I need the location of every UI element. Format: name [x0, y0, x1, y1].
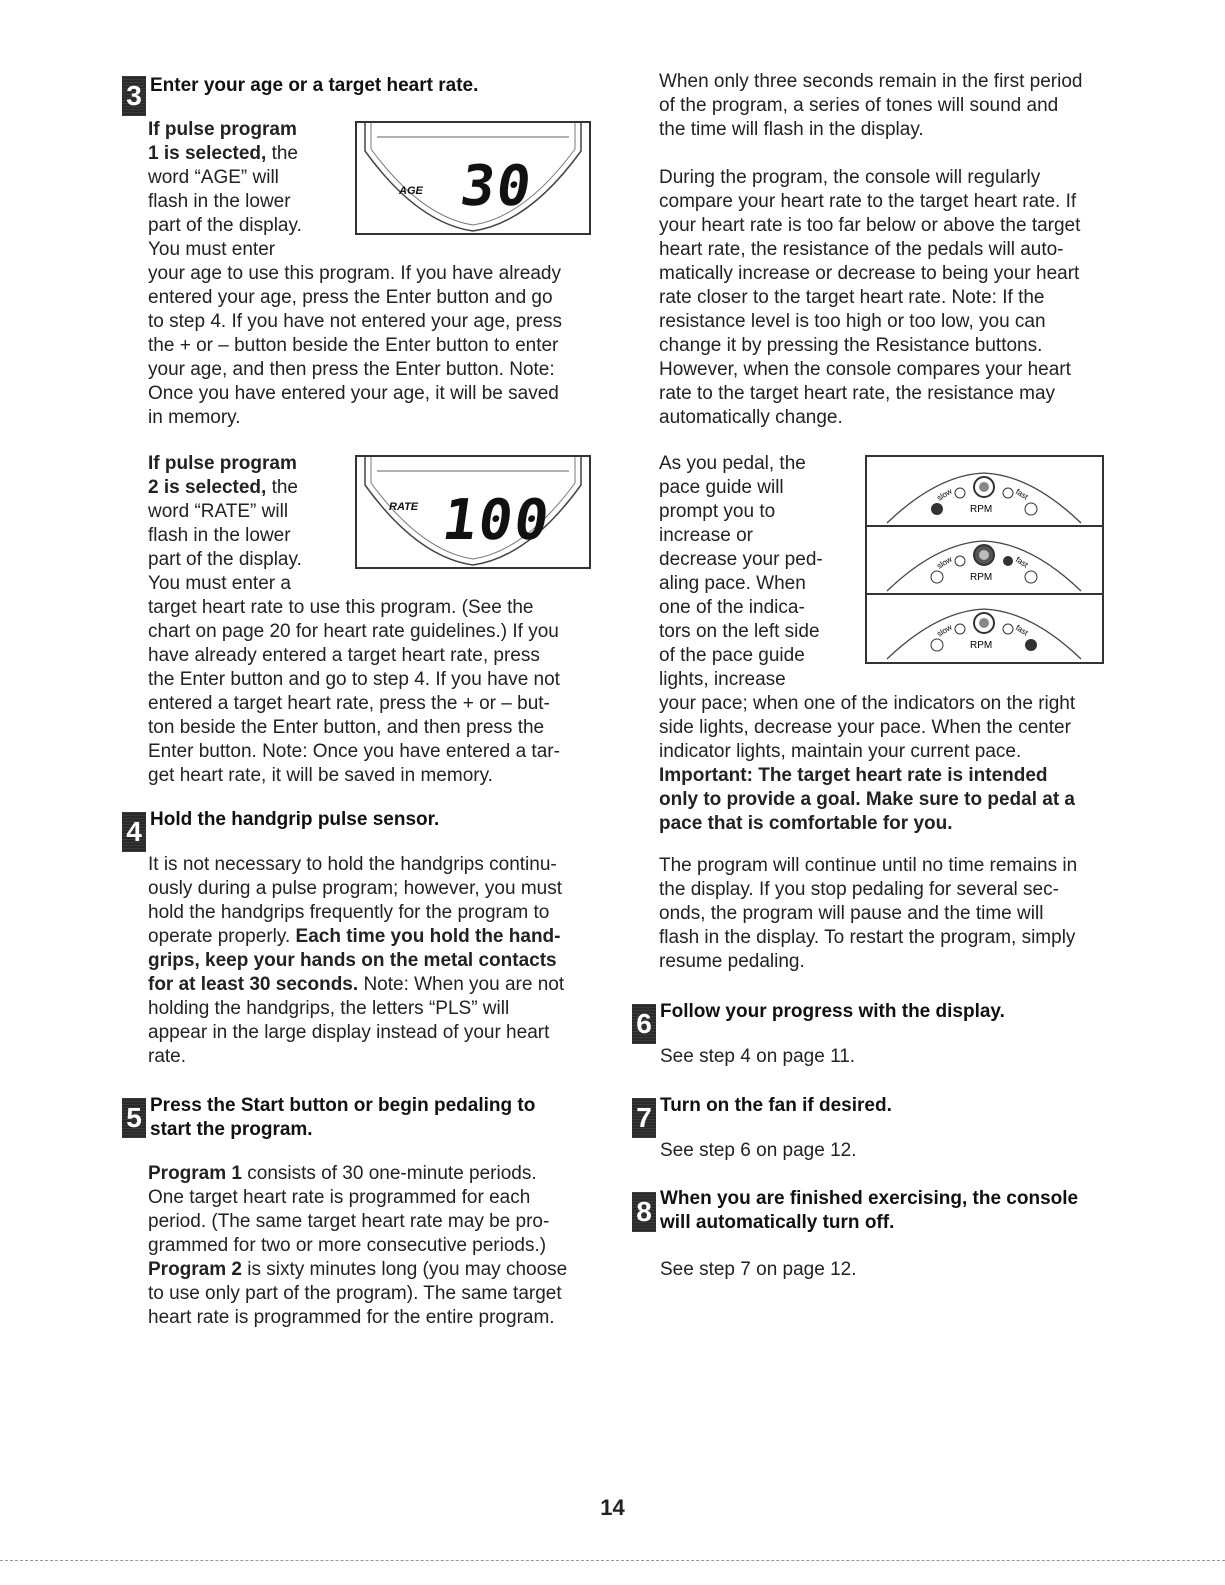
s5-line-b1: heart rate is programmed for the entire program. — [148, 1307, 555, 1328]
p2-line-1: word “RATE” will — [148, 501, 289, 522]
step-4-body — [148, 853, 598, 1069]
prog2-label: Program 2 — [148, 1259, 242, 1280]
p2-line-6: chart on page 20 for heart rate guidelines.) If you — [148, 621, 559, 642]
age-value: 30 — [456, 154, 538, 219]
r3-line-2: prompt you to — [659, 501, 776, 522]
p2-line-4: You must enter a — [148, 573, 291, 594]
s4-line-b2: rate. — [148, 1046, 187, 1067]
p1-line-5: your age to use this program. If you have already — [148, 263, 561, 284]
r4-line-2: onds, the program will pause and the time will — [659, 903, 1044, 924]
p1-line-0: the — [271, 143, 298, 164]
s4-line-b1: appear in the large display instead of your heart — [148, 1022, 550, 1043]
s5-line-a2: grammed for two or more consecutive periods.) — [148, 1235, 547, 1256]
pace-gauge-icon — [867, 525, 1102, 593]
p2-line-11: Enter button. Note: Once you have entered a tar- — [148, 741, 560, 762]
step-8-heading — [660, 1187, 1078, 1235]
r2-line-8: However, when the console compares your heart — [659, 359, 1071, 380]
fast-label: fast — [1013, 623, 1030, 638]
s8-heading-l1: When you are finished exercising, the console — [660, 1188, 1079, 1209]
right-para-4 — [659, 854, 1119, 974]
p2-line-8: the Enter button and go to step 4. If you have not — [148, 669, 560, 690]
step-7-text: See step 6 on page 12. — [660, 1140, 857, 1161]
p2-line-7: have already entered a target heart rate, press — [148, 645, 540, 666]
r1-line-1: of the program, a series of tones will sound and — [659, 95, 1059, 116]
r2-line-5: rate closer to the target heart rate. Note: If the — [659, 287, 1045, 308]
step-8-badge: 8 — [632, 1192, 656, 1232]
s4-bold-b: grips, keep your hands on the metal contacts — [148, 950, 557, 971]
r2-line-2: your heart rate is too far below or above the target — [659, 215, 1081, 236]
s4-line-2: hold the handgrips frequently for the program to — [148, 902, 550, 923]
s4-after-bold: Note: When you are not — [363, 974, 565, 995]
r3-line-4: decrease your ped- — [659, 549, 823, 570]
p1-line-2: flash in the lower — [148, 191, 291, 212]
p1-line-6: entered your age, press the Enter button and go — [148, 287, 553, 308]
pace-guide-illustration — [865, 455, 1104, 664]
p2-line-12: get heart rate, it will be saved in memory. — [148, 765, 493, 786]
s4-line-b0: holding the handgrips, the letters “PLS” will — [148, 998, 510, 1019]
prog1-text: consists of 30 one-minute periods. — [247, 1163, 537, 1184]
r1-line-0: When only three seconds remain in the first period — [659, 71, 1083, 92]
important-line-1: only to provide a goal. Make sure to pedal at a — [659, 789, 1075, 810]
r2-line-7: change it by pressing the Resistance buttons. — [659, 335, 1043, 356]
r3-line-6: one of the indica- — [659, 597, 805, 618]
step-4-heading: Hold the handgrip pulse sensor. — [150, 809, 440, 830]
s5-line-a1: period. (The same target heart rate may be pro- — [148, 1211, 550, 1232]
right-para-1 — [659, 70, 1119, 142]
pace-guide-center-lit — [867, 525, 1102, 595]
step-5-heading — [150, 1094, 535, 1142]
s4-line-1: ously during a pulse program; however, you must — [148, 878, 562, 899]
r3-line-0: As you pedal, the — [659, 453, 806, 474]
important-line-2: pace that is comfortable for you. — [659, 813, 953, 834]
s4-bold-a: Each time you hold the hand- — [295, 926, 561, 947]
pulse-2-label-a: If pulse program — [148, 453, 297, 474]
step-4-badge: 4 — [122, 812, 146, 852]
r2-line-0: During the program, the console will regularly — [659, 167, 1041, 188]
p1-line-11: in memory. — [148, 407, 241, 428]
age-display-illustration — [355, 121, 591, 235]
p1-line-4: You must enter — [148, 239, 276, 260]
p1-line-10: Once you have entered your age, it will be saved — [148, 383, 559, 404]
s8-heading-l2: will automatically turn off. — [660, 1212, 895, 1233]
step-6-text: See step 4 on page 11. — [660, 1046, 856, 1067]
r4-line-3: flash in the display. To restart the program, simply — [659, 927, 1076, 948]
step-5-body — [148, 1162, 598, 1330]
p2-line-0: the — [271, 477, 298, 498]
r3-line-10: your pace; when one of the indicators on the right — [659, 693, 1076, 714]
pace-guide-fast-lit — [867, 593, 1102, 661]
s5-heading-l2: start the program. — [150, 1119, 313, 1140]
s4-line-3: operate properly. — [148, 926, 291, 947]
r3-line-11: side lights, decrease your pace. When the center — [659, 717, 1071, 738]
prog1-label: Program 1 — [148, 1163, 242, 1184]
important-line-0: Important: The target heart rate is intended — [659, 765, 1048, 786]
s4-bold-c: for at least 30 seconds. — [148, 974, 359, 995]
r3-line-9: lights, increase — [659, 669, 786, 690]
pulse-1-label-a: If pulse program — [148, 119, 297, 140]
r3-line-8: of the pace guide — [659, 645, 805, 666]
s4-line-0: It is not necessary to hold the handgrips continu- — [148, 854, 557, 875]
p1-line-3: part of the display. — [148, 215, 302, 236]
p2-line-2: flash in the lower — [148, 525, 291, 546]
r3-line-5: aling pace. When — [659, 573, 806, 594]
r2-line-9: rate to the target heart rate, the resistance may — [659, 383, 1056, 404]
p2-line-5: target heart rate to use this program. (See the — [148, 597, 534, 618]
step-6-badge: 6 — [632, 1004, 656, 1044]
r4-line-4: resume pedaling. — [659, 951, 805, 972]
p1-line-1: word “AGE” will — [148, 167, 279, 188]
pace-gauge-icon — [867, 593, 1102, 661]
step-5-badge: 5 — [122, 1098, 146, 1138]
r2-line-3: heart rate, the resistance of the pedals will auto- — [659, 239, 1064, 260]
r1-line-2: the time will flash in the display. — [659, 119, 924, 140]
fast-label: fast — [1013, 487, 1030, 502]
step-3-badge: 3 — [122, 76, 146, 116]
slow-label: slow — [935, 486, 954, 503]
r3-line-3: increase or — [659, 525, 753, 546]
s5-line-b0: to use only part of the program). The same target — [148, 1283, 562, 1304]
r4-line-0: The program will continue until no time remains in — [659, 855, 1078, 876]
p1-line-9: your age, and then press the Enter button. Note: — [148, 359, 555, 380]
right-para-2 — [659, 166, 1119, 430]
p2-line-10: ton beside the Enter button, and then press the — [148, 717, 545, 738]
step-3-heading: Enter your age or a target heart rate. — [150, 75, 479, 96]
age-label: AGE — [399, 185, 423, 197]
step-7-heading: Turn on the fan if desired. — [660, 1095, 892, 1116]
r3-line-12: indicator lights, maintain your current pace. — [659, 741, 1022, 762]
prog2-text: is sixty minutes long (you may choose — [247, 1259, 568, 1280]
r3-line-1: pace guide will — [659, 477, 784, 498]
rpm-label: RPM — [970, 640, 993, 651]
s5-line-a0: One target heart rate is programmed for each — [148, 1187, 531, 1208]
page-bottom-rule — [0, 1560, 1225, 1561]
p1-line-8: the + or – button beside the Enter button to enter — [148, 335, 559, 356]
fast-label: fast — [1013, 555, 1030, 570]
r2-line-4: matically increase or decrease to being your heart — [659, 263, 1080, 284]
rate-display-illustration — [355, 455, 591, 569]
rpm-label: RPM — [970, 504, 993, 515]
rpm-label: RPM — [970, 572, 993, 583]
page-number: 14 — [600, 1495, 625, 1520]
p2-line-9: entered a target heart rate, press the + or – but- — [148, 693, 550, 714]
s5-heading-l1: Press the Start button or begin pedaling to — [150, 1095, 536, 1116]
pace-guide-slow-lit — [867, 457, 1102, 527]
rate-label: RATE — [389, 501, 419, 513]
step-6-heading: Follow your progress with the display. — [660, 1001, 1005, 1022]
slow-label: slow — [935, 622, 954, 639]
r2-line-1: compare your heart rate to the target heart rate. If — [659, 191, 1077, 212]
r4-line-1: the display. If you stop pedaling for several sec- — [659, 879, 1059, 900]
step-7-badge: 7 — [632, 1098, 656, 1138]
p2-line-3: part of the display. — [148, 549, 302, 570]
pulse-1-label-b: 1 is selected, — [148, 143, 267, 164]
slow-label: slow — [935, 554, 954, 571]
r2-line-6: resistance level is too high or too low, you can — [659, 311, 1046, 332]
r3-line-7: tors on the left side — [659, 621, 820, 642]
p1-line-7: to step 4. If you have not entered your age, press — [148, 311, 563, 332]
r2-line-10: automatically change. — [659, 407, 843, 428]
step-8-text: See step 7 on page 12. — [660, 1259, 857, 1280]
rate-value: 100 — [438, 488, 555, 553]
pace-gauge-icon — [867, 457, 1102, 525]
pulse-2-label-b: 2 is selected, — [148, 477, 267, 498]
